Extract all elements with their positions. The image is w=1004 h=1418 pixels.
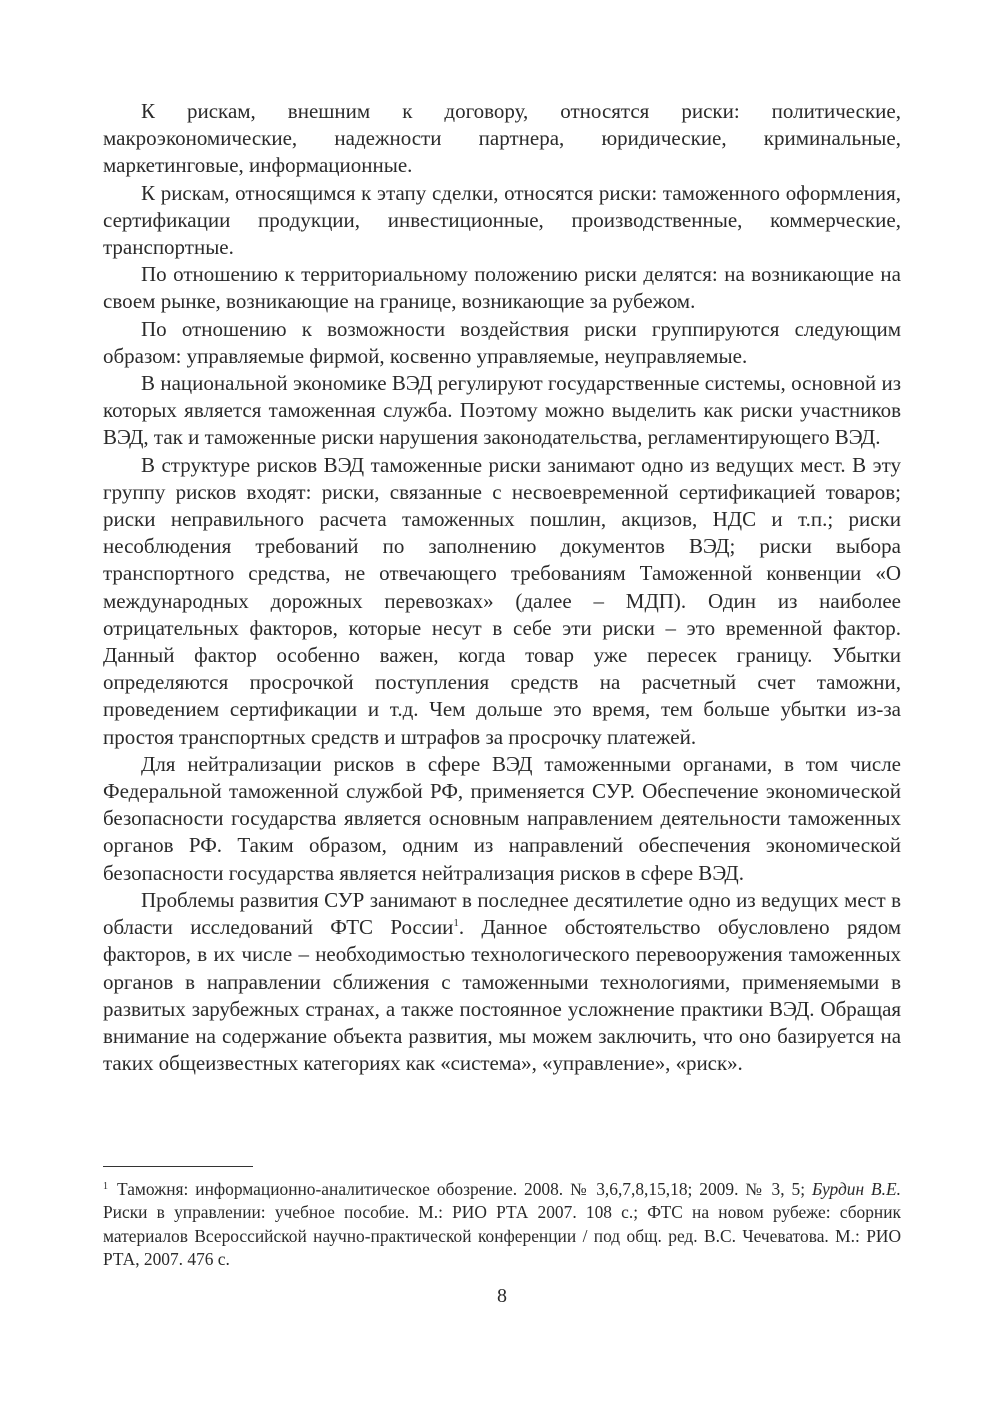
page-number: 8 <box>497 1285 507 1307</box>
footnote <box>103 1178 901 1272</box>
paragraph-sur-development <box>103 887 901 1077</box>
footnote-reference[interactable]: 1 <box>453 917 459 930</box>
footnote-text-2: Риски в управлении: учебное пособие. М.: РИО РТА 2007. 108 с.; ФТС на новом рубеже: сборник материалов Всероссийской научно-практической конференции / под общ. ред. В.С. Чечеватова. М.: РИО РТА, 2007. 476 с. <box>103 1202 901 1270</box>
paragraph-sur-neutralization: Для нейтрализации рисков в сфере ВЭД таможенными органами, в том числе Федеральной таможенной службой РФ, применяется СУР. Обеспечение экономической безопасности государства является основным направлением деятельности таможенных органов РФ. Таким образом, одним из направлений обеспечения экономической безопасности государства является нейтрализация рисков в сфере ВЭД. <box>103 751 901 885</box>
main-text <box>103 98 901 1077</box>
footnote-divider <box>103 1166 253 1167</box>
paragraph-customs-service: В национальной экономике ВЭД регулируют государственные системы, основной из которых является таможенная служба. Поэтому можно выделить как риски участников ВЭД, так и таможенные риски нарушения законодательства, регламентирующего ВЭД. <box>103 371 901 450</box>
paragraph-text-after-ref: . Данное обстоятельство обусловлено рядом факторов, в их числе – необходимостью технологического перевооружения таможенных органов в направлении сближения с таможенными технологиями, применяемыми в развитых зарубежных странах, а также постоянное усложнение практики ВЭД. Обращая внимание на содержание объекта развития, мы можем заключить, что оно базируется на таких общеизвестных категориях как «система», «управление», «риск». <box>103 915 901 1076</box>
paragraph-external-risks: К рискам, внешним к договору, относятся риски: политические, макроэкономические, надежности партнера, юридические, криминальные, маркетинговые, информационные. <box>103 99 901 178</box>
footnote-text-1: Таможня: информационно-аналитическое обозрение. 2008. № 3,6,7,8,15,18; 2009. № 3, 5; <box>117 1179 812 1199</box>
paragraph-influence-risks: По отношению к возможности воздействия риски группируются следующим образом: управляемые фирмой, косвенно управляемые, неуправляемые. <box>103 316 901 368</box>
paragraph-customs-risks: В структуре рисков ВЭД таможенные риски занимают одно из ведущих мест. В эту группу рисков входят: риски, связанные с несвоевременной сертификацией товаров; риски неправильного расчета таможенных пошлин, акцизов, НДС и т.п.; риски несоблюдения требований по заполнению документов ВЭД; риски выбора транспортного средства, не отвечающего требованиям Таможенной конвенции «О международных дорожных перевозках» (далее – МДП). Один из наиболее отрицательных факторов, которые несут в себе эти риски – это временной фактор. Данный фактор особенно важен, когда товар уже пересек границу. Убытки определяются просрочкой поступления средств на расчетный счет таможни, проведением сертификации и т.д. Чем дольше это время, тем больше убытки из-за простоя транспортных средств и штрафов за просрочку платежей. <box>103 452 901 749</box>
paragraph-deal-stage-risks: К рискам, относящимся к этапу сделки, относятся риски: таможенного оформления, сертификации продукции, инвестиционные, производственные, коммерческие, транспортные. <box>103 180 901 260</box>
footnote-mark: 1 <box>103 1181 108 1192</box>
paragraph-text-before-ref: Проблемы развития СУР занимают в последнее десятилетие одно из ведущих мест в области исследований ФТС России <box>103 887 901 940</box>
footnote-author: Бурдин В.Е. <box>811 1179 901 1199</box>
paragraph-territorial-risks: По отношению к территориальному положению риски делятся: на возникающие на своем рынке, возникающие на границе, возникающие за рубежом. <box>103 262 901 314</box>
